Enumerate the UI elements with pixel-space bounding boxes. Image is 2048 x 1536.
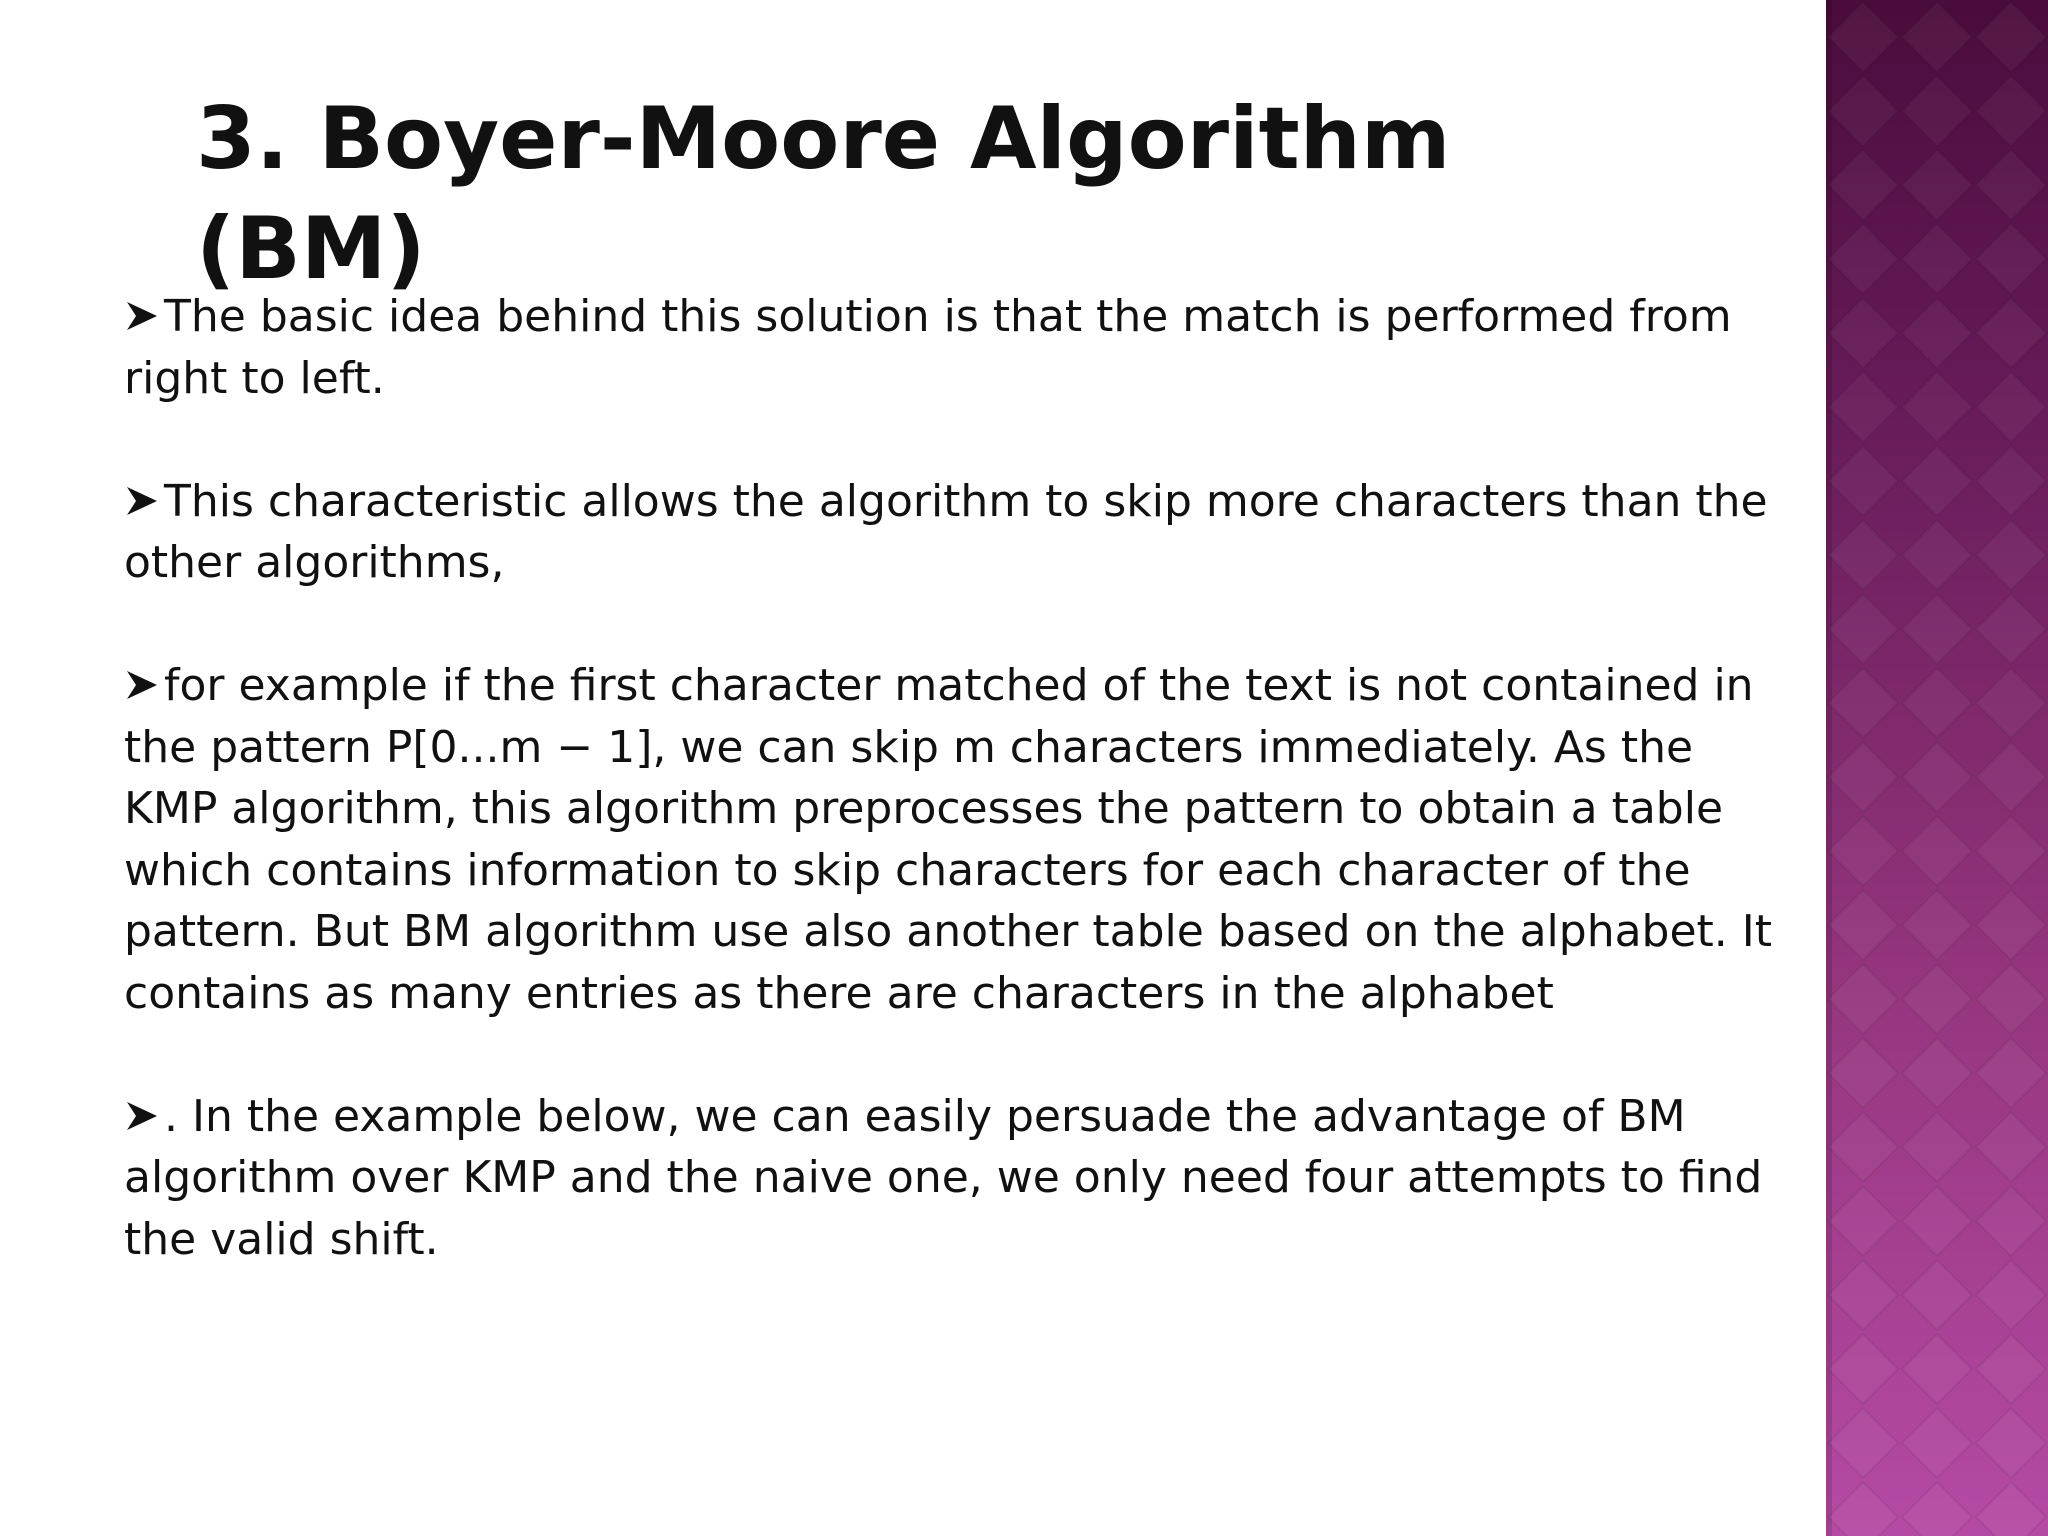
arrow-bullet-icon <box>124 1088 164 1122</box>
bullet-item <box>124 471 1784 594</box>
bullet-item <box>124 655 1784 1024</box>
bullet-text: The basic idea behind this solution is that the match is performed from right to left. <box>124 291 1732 404</box>
bullet-text: for example if the first character matched of the text is not contained in the pattern P[0...m − 1], we can skip m characters immediately. As the KMP algorithm, this algorithm preprocesses the pattern to obtain a table which contains information to skip characters for each character of the pattern. But BM algorithm use also another table based on the alphabet. It contains as many entries as there are characters in the alphabet <box>124 660 1773 1019</box>
slide-body <box>124 286 1784 1332</box>
bullet-item <box>124 286 1784 409</box>
bullet-text: This characteristic allows the algorithm to skip more characters than the other algorithms, <box>124 475 1768 588</box>
arrow-bullet-icon <box>124 473 164 507</box>
bullet-text: . In the example below, we can easily persuade the advantage of BM algorithm over KMP and the naive one, we only need four attempts to find the valid shift. <box>124 1090 1763 1265</box>
bullet-item <box>124 1086 1784 1271</box>
arrow-bullet-icon <box>124 288 164 322</box>
diamond-pattern-icon <box>1826 0 2048 1536</box>
slide-title: 3. Boyer-Moore Algorithm (BM) <box>196 89 1451 299</box>
decorative-side-band <box>1826 0 2048 1536</box>
arrow-bullet-icon <box>124 657 164 691</box>
